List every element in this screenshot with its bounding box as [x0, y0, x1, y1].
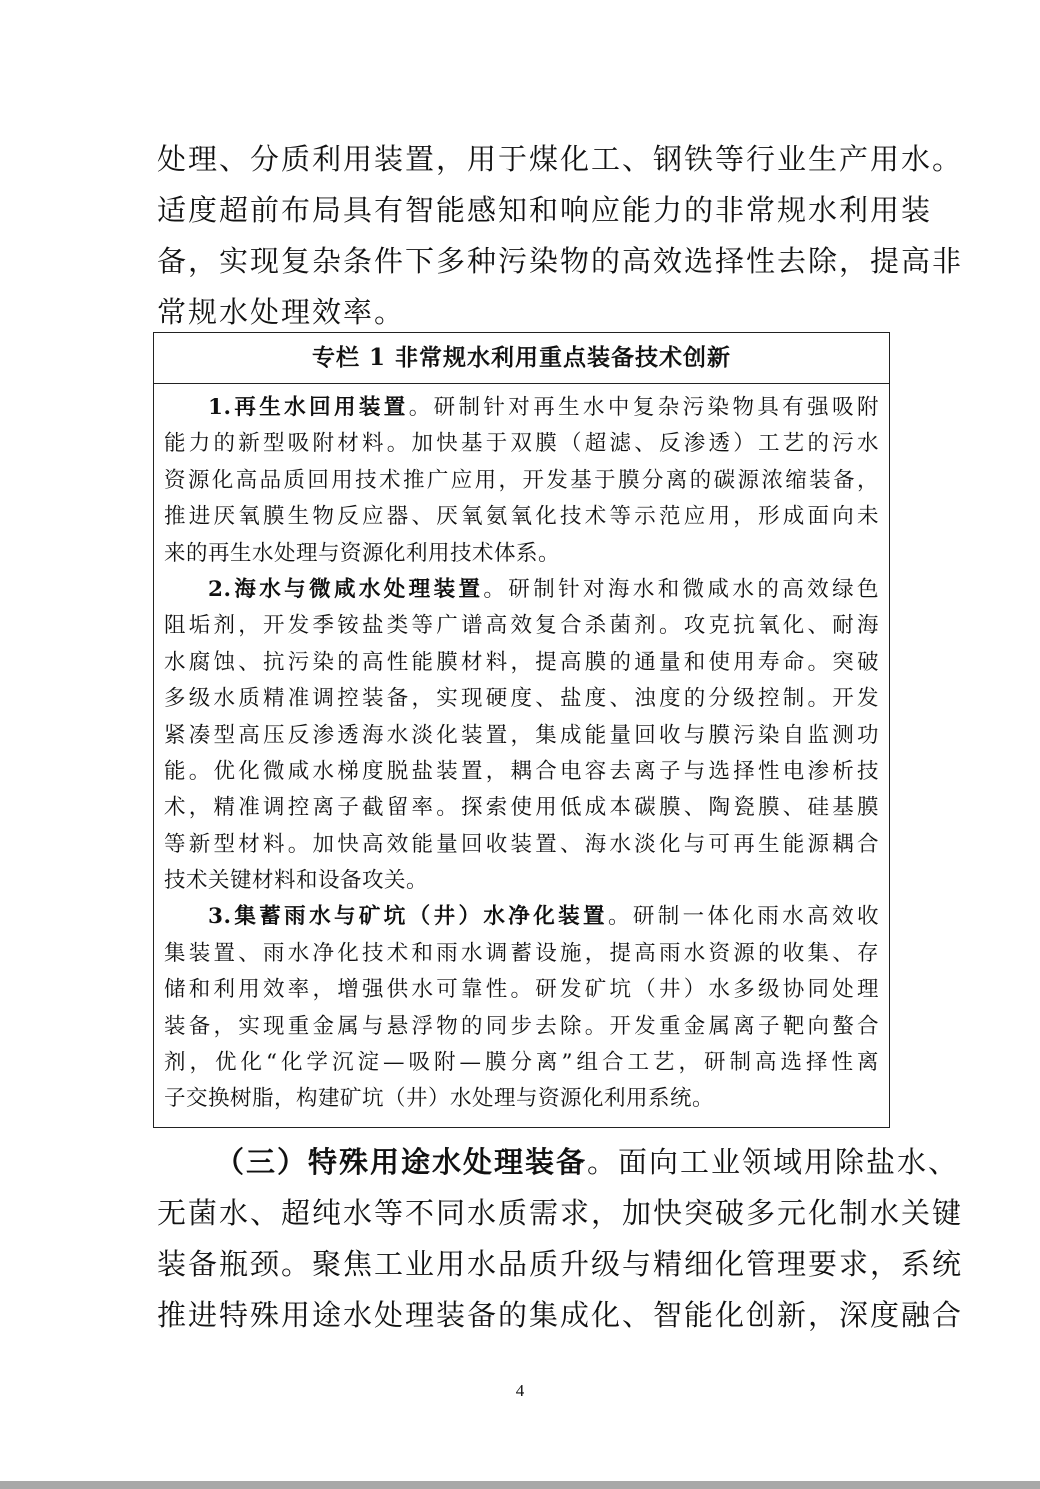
outro-line: 装备瓶颈。聚焦工业用水品质升级与精细化管理要求，系统 — [157, 1247, 964, 1281]
section-3-first-line — [164, 899, 879, 935]
page-number: 4 — [515, 1381, 525, 1400]
section-2-line: 术，精准调控离子截留率。探索使用低成本碳膜、陶瓷膜、硅基膜 — [164, 795, 879, 821]
section-2-first-line — [164, 572, 879, 608]
section-1-line: 来的再生水处理与资源化利用技术体系。 — [164, 540, 561, 566]
box-title: 专栏 1 非常规水利用重点装备技术创新 — [154, 333, 889, 384]
intro-line: 适度超前布局具有智能感知和响应能力的非常规水利用装 — [157, 193, 933, 227]
section-1-line: 能力的新型吸附材料。加快基于双膜（超滤、反渗透）工艺的污水 — [164, 431, 879, 457]
section-3-line: 子交换树脂，构建矿坑（井）水处理与资源化利用系统。 — [164, 1086, 715, 1112]
section-3-line: 装备，实现重金属与悬浮物的同步去除。开发重金属离子靶向螯合 — [164, 1013, 879, 1039]
outro-text: 。面向工业领域用除盐水、 — [587, 1145, 960, 1179]
intro-line: 处理、分质利用装置，用于煤化工、钢铁等行业生产用水。 — [157, 142, 964, 176]
box-body — [154, 384, 889, 1118]
outro-heading: （三）特殊用途水处理装备 — [215, 1145, 588, 1179]
section-3-text: 。研制一体化雨水高效收 — [607, 904, 879, 930]
viewer-bottom-bar — [0, 1481, 1040, 1489]
section-1-line: 推进厌氧膜生物反应器、厌氧氨氧化技术等示范应用，形成面向未 — [164, 504, 879, 530]
intro-line: 常规水处理效率。 — [157, 295, 406, 329]
sidebar-column-box — [153, 332, 890, 1128]
section-2-line: 多级水质精准调控装备，实现硬度、盐度、浊度的分级控制。开发 — [164, 686, 879, 712]
section-2-heading: 2.海水与微咸水处理装置 — [208, 576, 484, 602]
intro-paragraph — [157, 134, 964, 338]
intro-line: 备，实现复杂条件下多种污染物的高效选择性去除，提高非 — [157, 244, 964, 278]
outro-first-line — [157, 1137, 960, 1188]
section-3-line: 集装置、雨水净化技术和雨水调蓄设施，提高雨水资源的收集、存 — [164, 940, 879, 966]
section-2-line: 能。优化微咸水梯度脱盐装置，耦合电容去离子与选择性电渗析技 — [164, 758, 879, 784]
section-1-text: 。研制针对再生水中复杂污染物具有强吸附 — [408, 395, 879, 420]
section-2-line: 紧凑型高压反渗透海水淡化装置，集成能量回收与膜污染自监测功 — [164, 722, 879, 748]
section-3-line: 储和利用效率，增强供水可靠性。研发矿坑（井）水多级协同处理 — [164, 977, 879, 1003]
section-2-line: 等新型材料。加快高效能量回收装置、海水淡化与可再生能源耦合 — [164, 831, 879, 857]
section-2-text: 。研制针对海水和微咸水的高效绿色 — [483, 576, 879, 602]
section-1-heading: 1.再生水回用装置 — [208, 395, 409, 420]
section-2-line: 水腐蚀、抗污染的高性能膜材料，提高膜的通量和使用寿命。突破 — [164, 649, 879, 675]
section-2-line: 技术关键材料和设备攻关。 — [164, 868, 429, 894]
section-1-line: 资源化高品质回用技术推广应用，开发基于膜分离的碳源浓缩装备， — [164, 467, 879, 493]
section-1-first-line — [164, 390, 879, 426]
section-3-line: 剂，优化“化学沉淀—吸附—膜分离”组合工艺，研制高选择性离 — [164, 1050, 879, 1076]
outro-paragraph — [157, 1137, 964, 1341]
section-3-heading: 3.集蓄雨水与矿坑（井）水净化装置 — [208, 904, 608, 930]
outro-line: 无菌水、超纯水等不同水质需求，加快突破多元化制水关键 — [157, 1196, 964, 1230]
outro-line: 推进特殊用途水处理装备的集成化、智能化创新，深度融合 — [157, 1298, 964, 1332]
section-2-line: 阻垢剂，开发季铵盐类等广谱高效复合杀菌剂。攻克抗氧化、耐海 — [164, 613, 879, 639]
